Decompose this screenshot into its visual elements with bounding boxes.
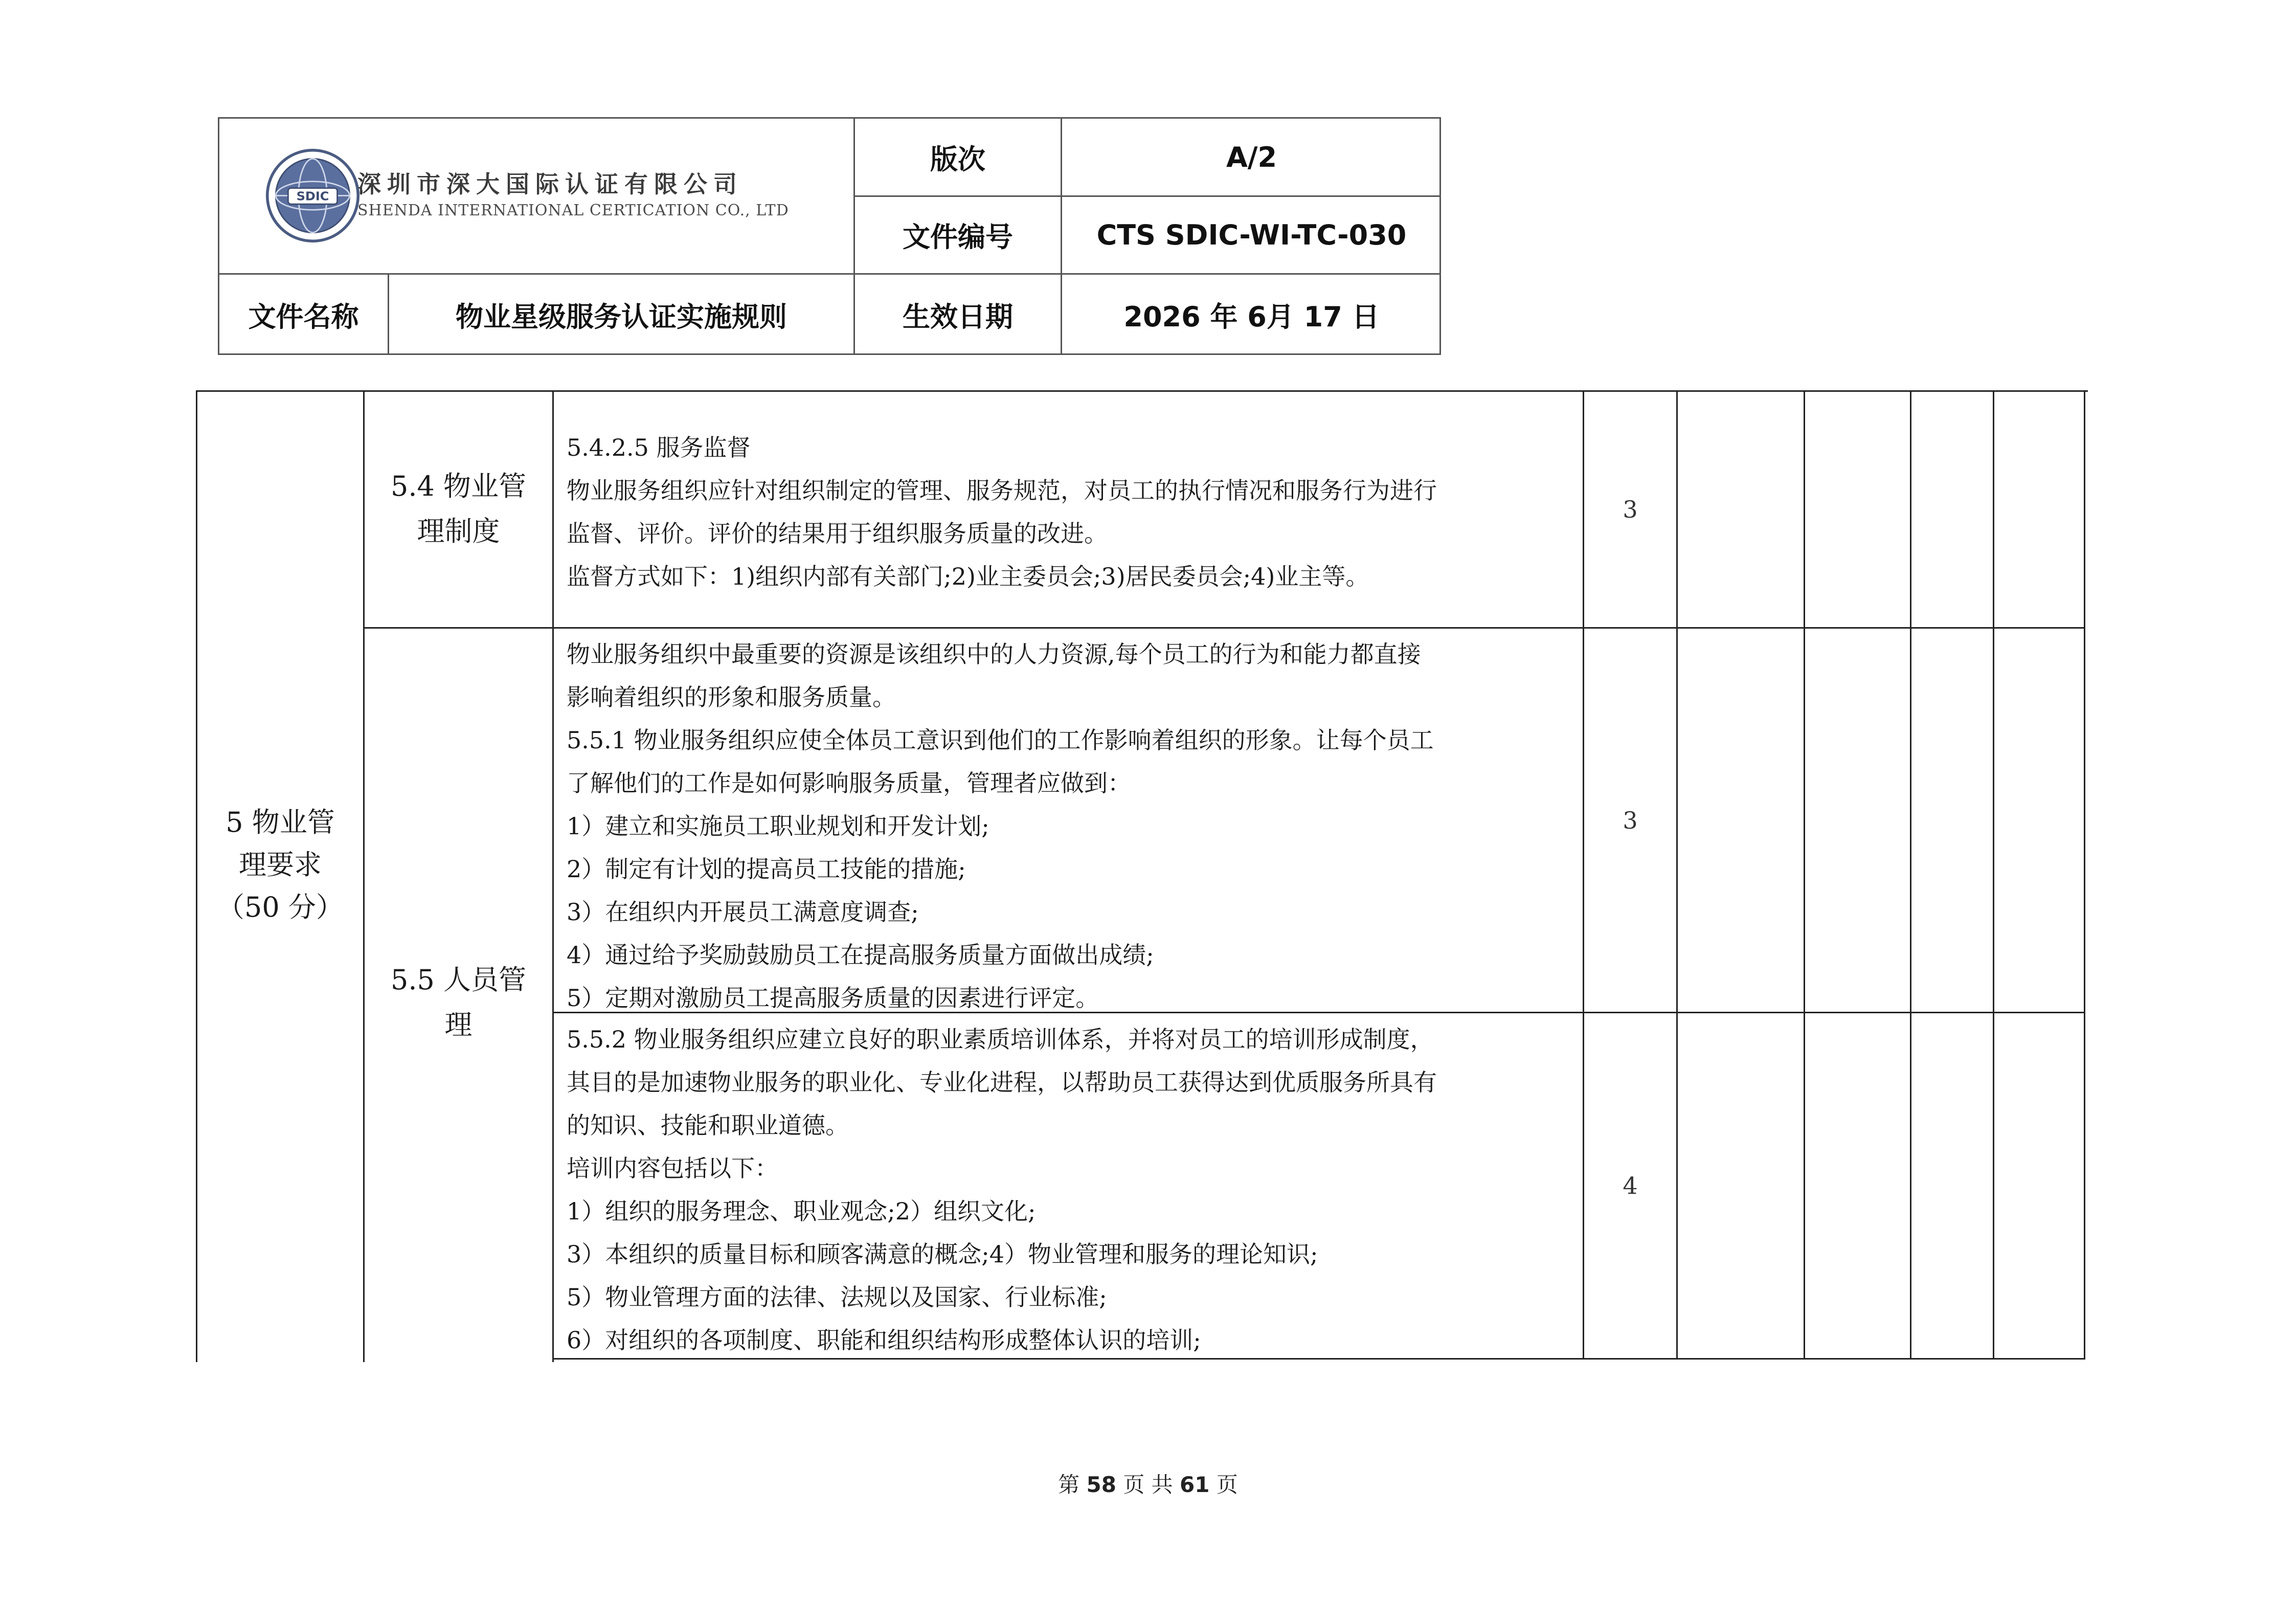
table-border — [552, 390, 554, 1362]
requirement-line: 其目的是加速物业服务的职业化、专业化进程，以帮助员工获得达到优质服务所具有 — [567, 1069, 1437, 1096]
requirement-line: 1）组织的服务理念、职业观念;2）组织文化; — [567, 1197, 1036, 1225]
effective-date-label: 生效日期 — [903, 301, 1013, 333]
requirement-line: 4）通过给予奖励鼓励员工在提高服务质量方面做出成绩; — [567, 941, 1154, 969]
doc-name-label: 文件名称 — [248, 301, 359, 333]
table-border — [1910, 390, 1911, 1360]
requirement-line: 了解他们的工作是如何影响服务质量，管理者应做到： — [567, 769, 1131, 797]
page-mid: 页 共 — [1123, 1472, 1173, 1497]
requirement-line: 监督、评价。评价的结果用于组织服务质量的改进。 — [567, 520, 1108, 547]
category-cell — [197, 798, 363, 931]
requirement-line: 6）对组织的各项制度、职能和组织结构形成整体认识的培训; — [567, 1326, 1201, 1354]
score-cell: 4 — [1623, 1172, 1638, 1199]
category-line: 5 物业管 — [226, 806, 335, 838]
doc-number-value: CTS SDIC-WI-TC-030 — [1096, 219, 1407, 251]
requirement-text — [567, 633, 1434, 1019]
company-name-cn: 深圳市深大国际认证有限公司 — [357, 170, 743, 198]
requirement-line: 物业服务组织应针对组织制定的管理、服务规范，对员工的执行情况和服务行为进行 — [567, 477, 1437, 504]
svg-text:SDIC: SDIC — [296, 189, 329, 204]
table-border — [1676, 390, 1678, 1360]
requirement-line: 监督方式如下：1)组织内部有关部门;2)业主委员会;3)居民委员会;4)业主等。 — [567, 563, 1369, 590]
page-prefix: 第 — [1058, 1472, 1080, 1497]
requirement-line: 培训内容包括以下： — [567, 1154, 778, 1182]
category-line: 理要求 — [239, 848, 322, 881]
requirement-line: 5）物业管理方面的法律、法规以及国家、行业标准; — [567, 1283, 1107, 1311]
doc-name-value: 物业星级服务认证实施规则 — [456, 301, 787, 333]
effective-date-value: 2026 年 6月 17 日 — [1123, 301, 1380, 333]
clause-line: 5.5 人员管 — [390, 964, 527, 996]
requirement-line: 1）建立和实施员工职业规划和开发计划; — [567, 812, 989, 840]
table-border — [2084, 390, 2085, 1360]
table-border — [1993, 390, 1994, 1360]
requirement-line: 物业服务组织中最重要的资源是该组织中的人力资源,每个员工的行为和能力都直接 — [567, 640, 1421, 668]
requirement-line: 5）定期对激励员工提高服务质量的因素进行评定。 — [567, 984, 1099, 1012]
clause-line: 5.4 物业管 — [390, 470, 527, 502]
requirement-line: 2）制定有计划的提高员工技能的措施; — [567, 855, 966, 883]
requirement-line: 影响着组织的形象和服务质量。 — [567, 683, 896, 711]
clause-cell — [365, 458, 552, 560]
table-border — [1804, 390, 1805, 1360]
score-cell: 3 — [1623, 806, 1638, 834]
category-line: （50 分） — [217, 891, 344, 923]
score-cell: 3 — [1623, 496, 1638, 523]
version-value: A/2 — [1226, 141, 1277, 173]
requirement-line: 5.4.2.5 服务监督 — [567, 434, 751, 461]
requirement-line: 3）在组织内开展员工满意度调查; — [567, 898, 919, 926]
page-footer — [0, 1468, 2296, 1499]
version-label: 版次 — [930, 143, 985, 175]
clause-line: 理制度 — [417, 515, 500, 547]
requirement-line: 3）本组织的质量目标和顾客满意的概念;4）物业管理和服务的理论知识; — [567, 1240, 1318, 1268]
doc-number-label: 文件编号 — [903, 221, 1013, 253]
page-current: 58 — [1086, 1472, 1116, 1497]
requirement-text — [567, 1018, 1437, 1362]
company-name-en: SHENDA INTERNATIONAL CERTICATION CO., LTD — [357, 202, 789, 219]
page-suffix: 页 — [1216, 1472, 1238, 1497]
table-border — [363, 627, 2085, 629]
clause-cell — [365, 951, 552, 1054]
requirement-line: 的知识、技能和职业道德。 — [567, 1111, 849, 1139]
requirement-text — [567, 426, 1437, 598]
requirement-line: 5.5.2 物业服务组织应建立良好的职业素质培训体系，并将对员工的培训形成制度， — [567, 1026, 1434, 1053]
page-total: 61 — [1180, 1472, 1210, 1497]
requirement-line: 5.5.1 物业服务组织应使全体员工意识到他们的工作影响着组织的形象。让每个员工 — [567, 726, 1434, 754]
clause-line: 理 — [444, 1009, 472, 1041]
